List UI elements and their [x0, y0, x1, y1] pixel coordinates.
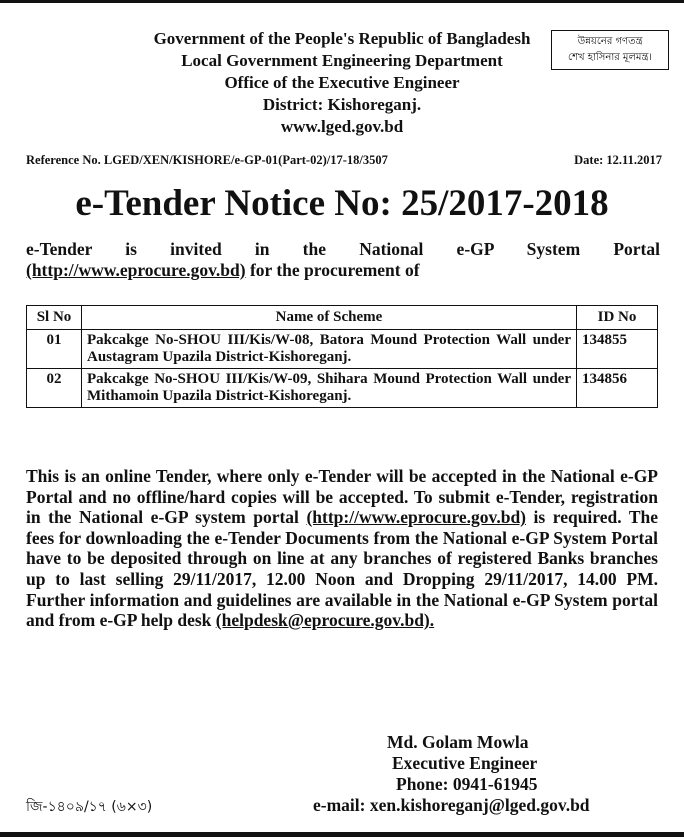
- slogan-line-1: উন্নয়নের গণতন্ত্র: [577, 36, 643, 47]
- header-website: www.lged.gov.bd: [280, 117, 404, 136]
- table-row: [27, 330, 658, 369]
- row-scheme-name: Pakcakge No-SHOU III/Kis/W-09, Shihara Mound Protection Wall under Mithamoin Upazila District-Kishoreganj.: [82, 369, 577, 408]
- slogan-box: [551, 30, 669, 70]
- signature-block: [300, 732, 684, 816]
- bottom-rule: [0, 832, 684, 837]
- row-scheme-name: Pakcakge No-SHOU III/Kis/W-08, Batora Mound Protection Wall under Austagram Upazila District-Kishoreganj.: [82, 330, 577, 369]
- signatory-phone: Phone: 0941-61945: [396, 774, 538, 794]
- body-text-1: This is an online Tender, where only e-Tender will be accepted in the National e-GP Portal and no offline/hard copies will be accepted. To submit e-Tender, registration in the National e-GP system portal: [26, 466, 658, 528]
- header-sl-no: Sl No: [27, 306, 82, 330]
- reference-line: [26, 153, 662, 168]
- header-id-no: ID No: [577, 306, 658, 330]
- signatory-name: Md. Golam Mowla: [387, 732, 529, 752]
- notice-date: Date: 12.11.2017: [574, 153, 662, 167]
- helpdesk-email-link[interactable]: (helpdesk@eprocure.gov.bd).: [215, 610, 435, 631]
- body-text-2: is required. The fees for downloading the e-Tender Documents from the National e-GP System Portal have to be deposited through on line at any branches of registered Banks branches up to last selling 29/11/2017, 12.00 Noon and Dropping 29/11/2017, 14.00 PM. Further information and guidelines are available in the National e-GP System portal and from e-GP help desk: [26, 507, 658, 631]
- header-department: Local Government Engineering Department: [181, 51, 503, 70]
- intro-line-2: [26, 260, 660, 281]
- eprocure-link-2[interactable]: (http://www.eprocure.gov.bd): [306, 507, 527, 528]
- reference-number: Reference No. LGED/XEN/KISHORE/e-GP-01(Part-02)/17-18/3507: [26, 153, 388, 167]
- header-government: Government of the People's Republic of Bangladesh: [153, 29, 531, 48]
- row-id: 134856: [577, 369, 658, 408]
- table-row: [27, 369, 658, 408]
- slogan-line-2: শেখ হাসিনার মূলমন্ত্র।: [568, 52, 652, 63]
- header-office: Office of the Executive Engineer: [224, 73, 460, 92]
- top-rule: [0, 0, 684, 3]
- notice-title: e-Tender Notice No: 25/2017-2018: [75, 183, 609, 224]
- intro-paragraph: [26, 239, 660, 281]
- row-sl: 02: [27, 369, 82, 408]
- signatory-email[interactable]: e-mail: xen.kishoreganj@lged.gov.bd: [313, 795, 590, 815]
- table-header-row: [27, 306, 658, 330]
- signatory-title: Executive Engineer: [392, 753, 538, 773]
- row-sl: 01: [27, 330, 82, 369]
- header-district: District: Kishoreganj.: [262, 95, 422, 114]
- publication-code: জি-১৪০৯/১৭ (৬×৩): [26, 799, 153, 815]
- tender-details-paragraph: [26, 466, 658, 631]
- intro-rest: for the procurement of: [245, 260, 420, 280]
- row-id: 134855: [577, 330, 658, 369]
- eprocure-link[interactable]: (http://www.eprocure.gov.bd): [26, 260, 246, 280]
- intro-line-1: e-Tender is invited in the National e-GP System Portal: [26, 239, 660, 259]
- scheme-table: [26, 305, 658, 408]
- header-scheme-name: Name of Scheme: [82, 306, 577, 330]
